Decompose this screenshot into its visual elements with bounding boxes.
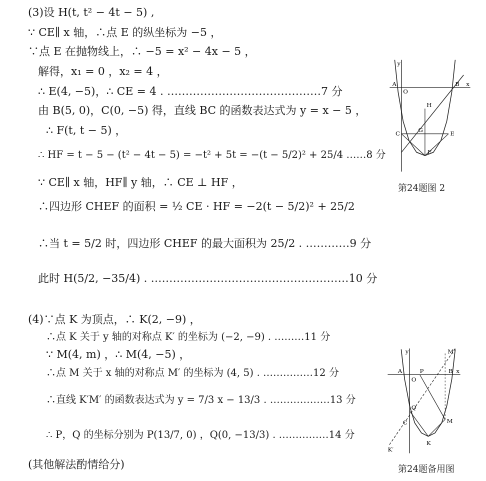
p4-line-1: (4)∵点 K 为顶点，∴ K(2, −9) ， — [28, 313, 201, 326]
fig2-label-c: C — [402, 420, 408, 427]
fig2-label-m: M — [446, 418, 453, 425]
figure-24-reserve — [386, 340, 462, 460]
p4-line-4: ∴点 M 关于 x 轴的对称点 M′ 的坐标为 (4, 5) . ……………12 分 — [46, 368, 339, 379]
fig1-edge-ch — [401, 134, 425, 156]
p3-line-4: 解得，x₁ = 0 ，x₂ = 4 ， — [38, 65, 168, 78]
fig2-label-a: A — [397, 368, 403, 375]
fig1-label-c: C — [395, 131, 401, 138]
p3-line-2: ∵ CE∥ x 轴，∴点 E 的纵坐标为 −5 ， — [28, 26, 222, 39]
fig1-label-h: H — [426, 102, 432, 109]
fig2-label-y: y — [405, 349, 409, 356]
fig2-label-b: B — [448, 368, 453, 375]
fig2-label-p: P — [419, 368, 424, 375]
p4-line-6: ∴ P，Q 的坐标分别为 P(13/7, 0) ，Q(0, −13/3) . ……………14 分 — [46, 430, 355, 441]
fig2-label-k: K — [426, 440, 431, 447]
fig1-label-o: O — [403, 89, 408, 96]
p3-line-9: ∵ CE∥ x 轴，HF∥ y 轴，∴ CE ⊥ HF ， — [38, 176, 243, 189]
fig2-line-mk — [428, 419, 445, 436]
p4-note: (其他解法酌情给分) — [28, 458, 125, 471]
p3-line-12: 此时 H(5/2, −35/4) . ………………………………………………10 分 — [38, 272, 378, 285]
fig1-label-f: F — [427, 149, 432, 156]
fig2-line-qk — [410, 411, 429, 436]
figure-24-2 — [388, 55, 472, 179]
fig2-line-km — [389, 348, 455, 444]
fig2-label-m-prime: M′ — [447, 349, 456, 356]
figure-24-reserve-caption: 第24题备用图 — [398, 465, 455, 475]
fig1-label-b: B — [455, 81, 460, 88]
fig2-label-q: Q — [411, 405, 417, 412]
p3-line-10: ∴四边形 CHEF 的面积 = ½ CE · HF = −2(t − 5/2)² + 25/2 — [38, 200, 355, 213]
fig1-label-x: x — [466, 81, 470, 88]
p4-line-3: ∵ M(4, m) ，∴ M(4, −5) ， — [46, 348, 191, 361]
figure-24-2-caption: 第24题图 2 — [398, 184, 446, 194]
fig2-label-x: x — [456, 368, 460, 375]
p3-line-11: ∴当 t = 5/2 时，四边形 CHEF 的最大面积为 25/2 . …………9 分 — [38, 237, 372, 250]
p3-line-1: (3)设 H(t, t² − 4t − 5) , — [28, 6, 155, 19]
fig2-label-k-prime: K′ — [387, 447, 394, 454]
p4-line-5: ∴直线 K′M′ 的函数表达式为 y = 7/3 x − 13/3 . ………………13 分 — [46, 395, 356, 406]
p3-line-7: ∴ F(t, t − 5) ， — [46, 124, 127, 137]
fig2-label-o: O — [411, 377, 417, 384]
p3-line-6: 由 B(5, 0)，C(0, −5) 得，直线 BC 的函数表达式为 y = x − 5 ， — [38, 104, 367, 117]
p3-line-3: ∵点 E 在抛物线上，∴ −5 = x² − 4x − 5 ， — [28, 45, 256, 58]
p4-line-2: ∴点 K 关于 y 轴的对称点 K′ 的坐标为 (−2, −9) . ………11 分 — [46, 332, 331, 343]
fig1-label-y: y — [397, 61, 401, 68]
p3-line-8: ∴ HF = t − 5 − (t² − 4t − 5) = −t² + 5t = −(t − 5/2)² + 25/4 ……8 分 — [38, 150, 386, 161]
fig1-label-g: G — [418, 128, 423, 135]
fig1-label-a: A — [392, 81, 397, 88]
fig1-label-e: E — [450, 131, 455, 138]
p3-line-5: ∴ E(4, −5)，∴ CE = 4 . ……………………………………7 分 — [38, 85, 343, 98]
fig1-line-bc — [401, 75, 463, 152]
